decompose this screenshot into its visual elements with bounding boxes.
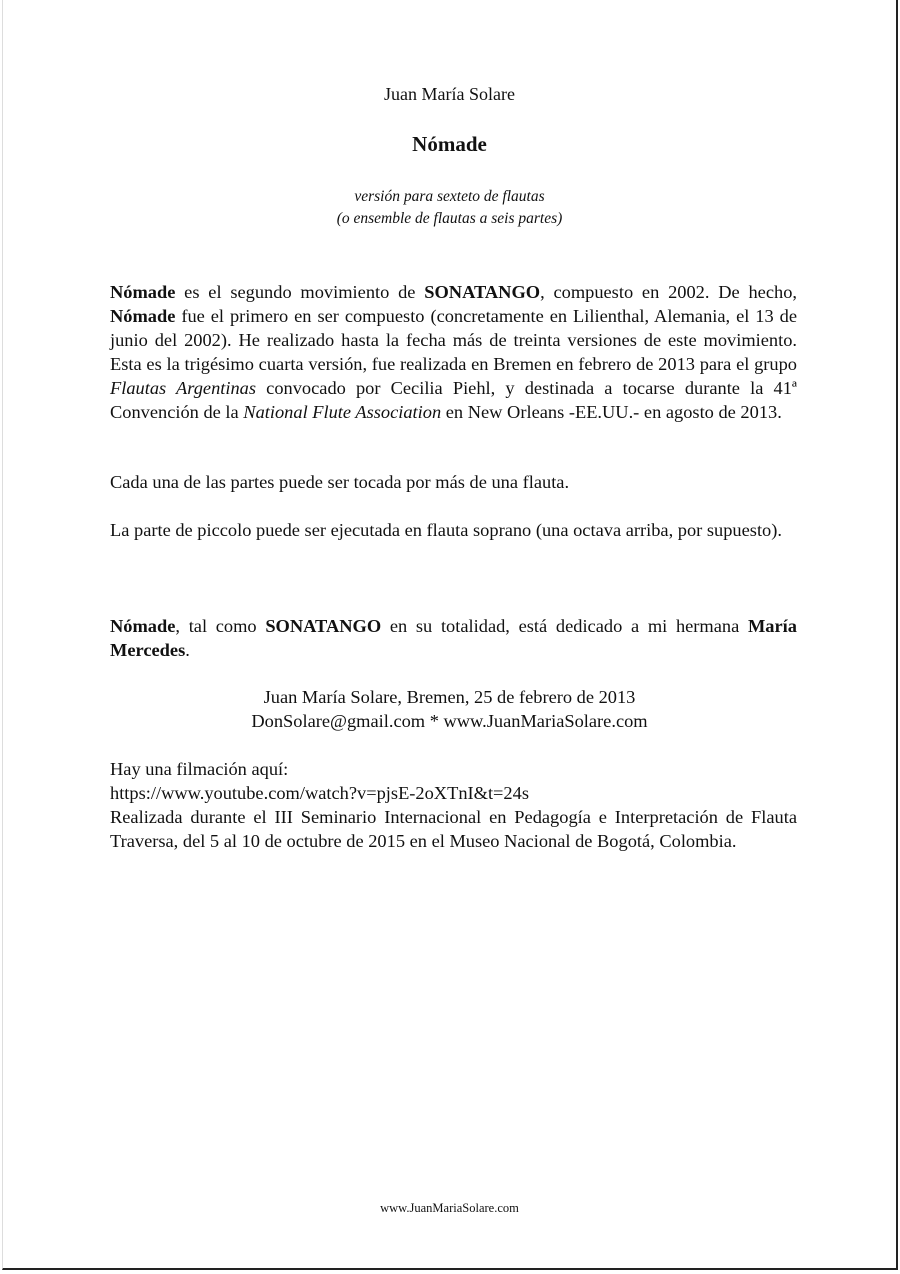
- subtitle-line-2: (o ensemble de flautas a seis partes): [336, 210, 563, 227]
- paragraph-dedication: [110, 614, 797, 662]
- author-name: Juan María Solare: [384, 84, 515, 104]
- text-span: , compuesto en 2002. De hecho,: [540, 282, 797, 302]
- cycle-title: SONATANGO: [424, 282, 541, 302]
- work-title: Nómade: [110, 282, 176, 302]
- filming-description: Realizada durante el III Seminario Internacional en Pedagogía e Interpretación de Flauta Traversa, del 5 al 10 de octubre de 2015 en el Museo Nacional de Bogotá, Colombia.: [110, 807, 797, 851]
- work-title: Nómade: [110, 306, 176, 326]
- paragraph-parts: Cada una de las partes puede ser tocada por más de una flauta.: [110, 472, 570, 492]
- footer-website[interactable]: www.JuanMariaSolare.com: [380, 1201, 519, 1215]
- text-span: .: [185, 640, 190, 660]
- text-span: , tal como: [175, 616, 266, 636]
- signature-line: Juan María Solare, Bremen, 25 de febrero de 2013: [263, 687, 636, 707]
- paragraph-piccolo: La parte de piccolo puede ser ejecutada en flauta soprano (una octava arriba, por supuesto).: [110, 520, 782, 540]
- paragraph-intro: [110, 280, 797, 424]
- subtitle-line-1: versión para sexteto de flautas: [354, 188, 545, 205]
- cycle-title: SONATANGO: [265, 616, 382, 636]
- page-title: Nómade: [412, 132, 487, 156]
- subtitle: [3, 186, 896, 230]
- text-span: convocado por Cecilia Piehl, y destinada a tocarse durante la 41ª Convención de la: [110, 378, 797, 422]
- dedicatee-name: María Mercedes: [110, 616, 797, 660]
- contact-line[interactable]: DonSolare@gmail.com * www.JuanMariaSolare.com: [251, 711, 648, 731]
- text-span: fue el primero en ser compuesto (concretamente en Lilienthal, Alemania, el 13 de junio del 2002). He realizado hasta la fecha más de treinta versiones de este movimiento. Esta es la trigésimo cuarta versión, fue realizada en Bremen en febrero de 2013 para el grupo: [110, 306, 797, 374]
- signature-block: [3, 685, 896, 733]
- work-title: Nómade: [110, 616, 176, 636]
- filming-intro: Hay una filmación aquí:: [110, 759, 289, 779]
- ensemble-name: Flautas Argentinas: [110, 378, 257, 398]
- text-span: en su totalidad, está dedicado a mi hermana: [381, 616, 748, 636]
- video-link[interactable]: https://www.youtube.com/watch?v=pjsE-2oXTnI&t=24s: [110, 783, 529, 803]
- text-span: es el segundo movimiento de: [175, 282, 425, 302]
- text-span: en New Orleans -EE.UU.- en agosto de 2013.: [441, 402, 782, 422]
- association-name: National Flute Association: [243, 402, 442, 422]
- filming-section: [110, 757, 797, 853]
- document-page: [2, 0, 898, 1270]
